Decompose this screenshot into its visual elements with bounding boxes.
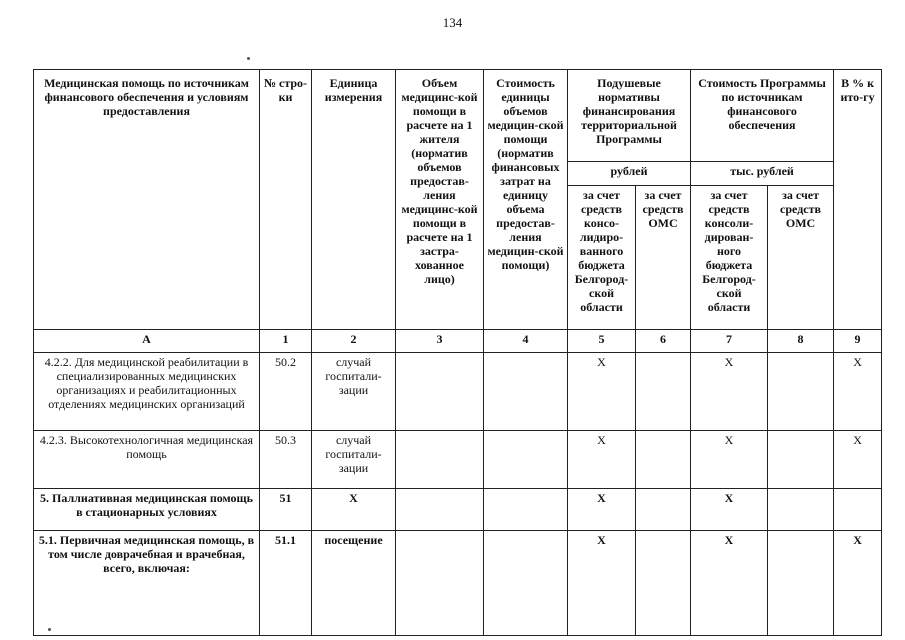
column-number-row xyxy=(34,330,882,353)
row-line-number: 50.3 xyxy=(260,431,312,489)
row-cell-3 xyxy=(396,353,484,431)
table-row xyxy=(34,531,882,636)
row-cell-4 xyxy=(484,489,568,531)
header-col-2: Единица измерения xyxy=(312,70,396,330)
header-col-7: за счет средств консоли-дирован-ного бюджета Белгород-ской области xyxy=(691,186,768,330)
row-name: 4.2.3. Высокотехнологичная медицинская помощь xyxy=(34,431,260,489)
row-cell-3 xyxy=(396,489,484,531)
row-cell-6 xyxy=(636,431,691,489)
row-cell-3 xyxy=(396,531,484,636)
row-cell-9: Х xyxy=(834,353,882,431)
row-cell-5: Х xyxy=(568,431,636,489)
row-cell-8 xyxy=(768,489,834,531)
row-cell-5: Х xyxy=(568,489,636,531)
column-number: 8 xyxy=(768,330,834,353)
column-number: 2 xyxy=(312,330,396,353)
row-cell-9: Х xyxy=(834,431,882,489)
row-cell-8 xyxy=(768,431,834,489)
row-cell-5: Х xyxy=(568,353,636,431)
row-unit: Х xyxy=(312,489,396,531)
column-number: 9 xyxy=(834,330,882,353)
header-col-8: за счет средств ОМС xyxy=(768,186,834,330)
header-group-program-cost: Стоимость Программы по источникам финансового обеспечения xyxy=(691,70,834,162)
header-col-3: Объем медицинс-кой помощи в расчете на 1 жителя (норматив объемов предостав-ления медицинс-кой помощи в расчете на 1 застра-хованное лицо) xyxy=(396,70,484,330)
row-cell-7: Х xyxy=(691,489,768,531)
header-unit-thousand-rubles: тыс. рублей xyxy=(691,162,834,186)
header-col-9: В % к ито-гу xyxy=(834,70,882,330)
row-cell-6 xyxy=(636,531,691,636)
row-cell-4 xyxy=(484,431,568,489)
row-unit: случай госпитали-зации xyxy=(312,353,396,431)
column-number: А xyxy=(34,330,260,353)
header-col-1: № стро-ки xyxy=(260,70,312,330)
column-number: 6 xyxy=(636,330,691,353)
row-line-number: 51 xyxy=(260,489,312,531)
page-number: 134 xyxy=(442,15,463,30)
header-col-a: Медицинская помощь по источникам финансового обеспечения и условиям предоставления xyxy=(34,70,260,330)
row-cell-8 xyxy=(768,531,834,636)
row-line-number: 50.2 xyxy=(260,353,312,431)
header-col-5: за счет средств консо-лидиро-ванного бюджета Белгород-ской области xyxy=(568,186,636,330)
row-cell-6 xyxy=(636,489,691,531)
column-number: 7 xyxy=(691,330,768,353)
row-cell-3 xyxy=(396,431,484,489)
row-cell-8 xyxy=(768,353,834,431)
table-row xyxy=(34,353,882,431)
column-number: 1 xyxy=(260,330,312,353)
table-row xyxy=(34,489,882,531)
row-cell-7: Х xyxy=(691,531,768,636)
header-col-4: Стоимость единицы объемов медицин-ской помощи (норматив финансовых затрат на единицу объема предостав-ления медицин-ской помощи) xyxy=(484,70,568,330)
row-name: 5.1. Первичная медицинская помощь, в том числе доврачебная и врачебная, всего, включая: xyxy=(34,531,260,636)
row-cell-9 xyxy=(834,489,882,531)
financing-table xyxy=(33,69,882,636)
column-number: 3 xyxy=(396,330,484,353)
header-group-per-capita: Подушевые нормативы финансирования территориальной Программы xyxy=(568,70,691,162)
row-cell-7: Х xyxy=(691,353,768,431)
column-number: 5 xyxy=(568,330,636,353)
row-name: 5. Паллиативная медицинская помощь в стационарных условиях xyxy=(34,489,260,531)
row-line-number: 51.1 xyxy=(260,531,312,636)
row-cell-4 xyxy=(484,353,568,431)
row-cell-5: Х xyxy=(568,531,636,636)
row-cell-4 xyxy=(484,531,568,636)
scan-speck xyxy=(247,57,250,60)
header-unit-rubles: рублей xyxy=(568,162,691,186)
row-unit: посещение xyxy=(312,531,396,636)
header-col-6: за счет средств ОМС xyxy=(636,186,691,330)
scan-speck xyxy=(48,628,51,631)
row-cell-6 xyxy=(636,353,691,431)
table-row xyxy=(34,431,882,489)
row-name: 4.2.2. Для медицинской реабилитации в специализированных медицинских организациях и реабилитационных отделениях медицинских организаций xyxy=(34,353,260,431)
row-unit: случай госпитали-зации xyxy=(312,431,396,489)
row-cell-7: Х xyxy=(691,431,768,489)
column-number: 4 xyxy=(484,330,568,353)
row-cell-9: Х xyxy=(834,531,882,636)
